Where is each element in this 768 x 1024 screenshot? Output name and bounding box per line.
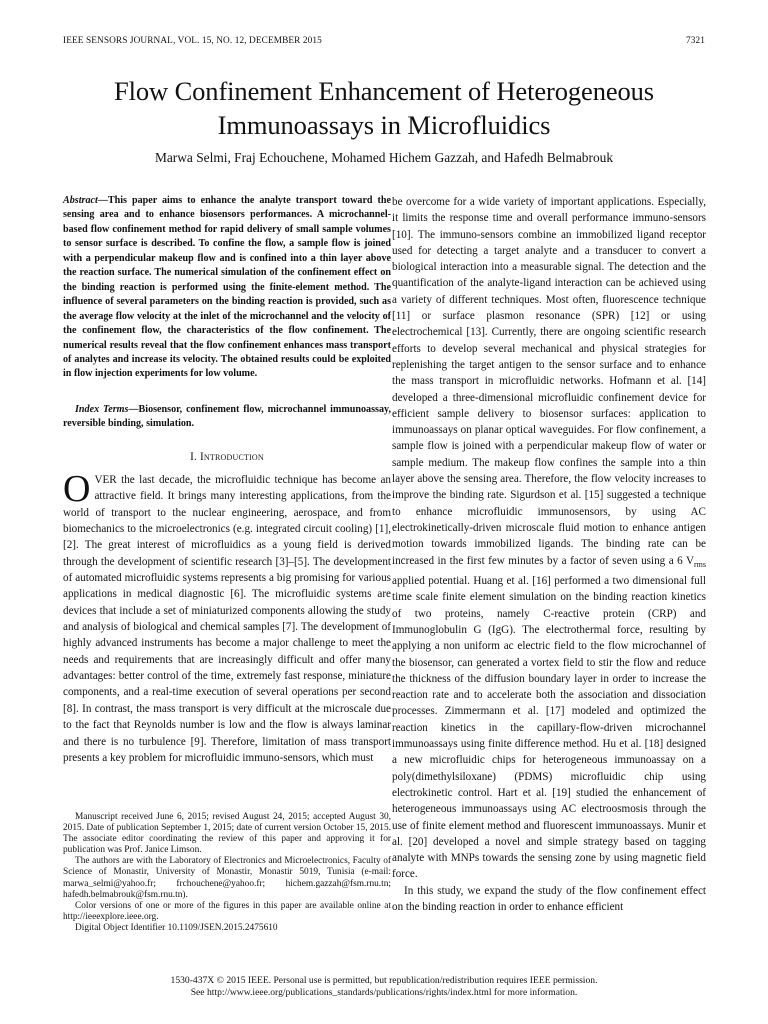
- page-number: 7321: [686, 36, 705, 46]
- intro-paragraph: the last decade, the microfluidic technique has become an attractive field. It brings many interesting applications, from the world of transport to the nuclear engineering, aerospace, and from biomechanics to the microelectronics (e.g. integrated circuit cooling) [1], [2]. The great interest of microfluidics as a young field is derived through the development of scientific research [3]–[5]. The development of automated microfluidic systems represents a big promising for various applications in medical diagnostic [6]. The microfluidic systems are devices that include a set of miniaturized components allowing the study and analysis of biological and chemical samples [7]. The development of highly advanced instruments has become a major challenge to meet the needs and requirements that are increasingly difficult and offer many advantages: better control of the time, extremely fast response, miniature components, and a real-time execution of several operations per second [8]. In contrast, the mass transport is very difficult at the microscale due to the fact that Reynolds number is low and the flow is always laminar and there is no turbulence [9]. Therefore, limitation of mass transport presents a key problem for microfluidic immuno-sensors, which must: [63, 474, 391, 764]
- abstract-lead: Abstract: [63, 195, 98, 206]
- journal-header: IEEE SENSORS JOURNAL, VOL. 15, NO. 12, DECEMBER 2015: [63, 36, 322, 46]
- author-list: Marwa Selmi, Fraj Echouchene, Mohamed Hichem Gazzah, and Hafedh Belmabrouk: [154, 150, 614, 165]
- abstract-text: —This paper aims to enhance the analyte transport toward the sensing area and to enhance biosensors performances. A microchannel-based flow confinement method for rapid delivery of small sample volumes to sensor surface is described. To confine the flow, a sample flow is joined with a perpendicular makeup flow and is confined into a thin layer above the reaction surface. The numerical simulation of the confinement effect on the binding reaction is performed using the finite-element method. The influence of several parameters on the binding reaction is provided, such as the average flow velocity at the inlet of the microchannel and the velocity of the confinement flow, the characteristics of the flow confinement. The numerical results reveal that the flow confinement enhances mass transport of analytes and increase its velocity. The obtained results could be exploited in flow injection experiments for low volume.: [63, 195, 391, 380]
- subscript-rms: rms: [694, 559, 706, 569]
- drop-cap: O: [63, 468, 91, 510]
- index-terms-lead: Index Terms: [75, 404, 129, 415]
- index-terms-text: —Biosensor, confinement flow, microchannel immunoassay, reversible binding, simulation.: [63, 404, 391, 430]
- section-heading: [63, 451, 391, 463]
- section-title: Introduction: [200, 451, 264, 463]
- right-column-text: [392, 194, 706, 915]
- copyright-line-2: See http://www.ieee.org/publications_standards/publications/rights/index.html for more information.: [190, 987, 578, 999]
- index-terms: [63, 403, 391, 432]
- footnote-block: [63, 812, 391, 934]
- right-paragraph-1b: applied potential. Huang et al. [16] performed a two dimensional full time scale finite element simulation on the binding reaction kinetics of two proteins, namely C-reactive protein (CRP) and Immunoglobulin G (IgG). The electrothermal force, resulting by applying a non uniform ac electric field to the flow microchannel of the biosensor, can generated a vortex field to stir the flow and reduce the thickness of the diffusion boundary layer in order to increase the reaction rate and to accelerate both the association and dissociation processes. Zimmermann et al. [17] modeled and optimized the reaction kinetics in the capillary-flow-driven microchannel immunoassays using finite difference method. Hu et al. [18] designed a new microfluidic chips for heterogeneous immunoassay on a poly(dimethylsiloxane) (PDMS) microfluidic chip using electrokinetic control. Hart et al. [19] studied the enhancement of heterogeneous immunoassays using AC electroosmosis through the use of finite element method and fluorescent immunoassays. Munir et al. [20] developed a novel and simple strategy based on tagging analyte with MNPs towards the sensing zone by using magnetic field force.: [392, 575, 706, 881]
- footnote-doi: Digital Object Identifier 10.1109/JSEN.2015.2475610: [75, 922, 278, 933]
- copyright-line-1: 1530-437X © 2015 IEEE. Personal use is permitted, but republication/redistribution requires IEEE permission.: [170, 975, 598, 986]
- right-paragraph-1a: be overcome for a wide variety of important applications. Especially, it limits the response time and overall performance immuno-sensors [10]. The immuno-sensors combine an immobilized ligand receptor used for detecting a target analyte and a transducer to convert a biological interaction into a measurable signal. The detection and the quantification of the analyte-ligand interaction can be achieved using a variety of different techniques. Most often, fluorescence technique [11] or surface plasmon resonance (SPR) [12] or using electrochemical [13]. Currently, there are ongoing scientific research efforts to develop several mechanical and physical strategies for replenishing the target antigen to the sensor surface and to enhance the mass transport in microfluidic networks. Hofmann et al. [14] developed a three-dimensional microfluidic confinement device for efficient sample delivery to biosensor surfaces: application to immunoassays on planar optical waveguides. For flow confinement, a sample flow is joined with a perpendicular makeup flow of water or sample medium. The makeup flow confines the sample into a thin layer above the sensing area. Therefore, the flow velocity increases to improve the binding rate. Sigurdson et al. [15] suggested a technique to enhance microfluidic immunosensors, by using AC electrokinetically-driven microscale fluid motion to enhance antigen motion towards immobilized ligands. The binding rate can be increased in the first few minutes by a factor of seven using a 6 V: [392, 196, 706, 567]
- right-paragraph-2: In this study, we expand the study of the flow confinement effect on the binding reaction in order to enhance efficient: [392, 884, 706, 913]
- right-paragraph-1: [392, 194, 706, 883]
- footnote-affiliation: The authors are with the Laboratory of Electronics and Microelectronics, Faculty of Science of Monastir, University of Monastir, Monastir 5019, Tunisia (e-mail: marwa_selmi@yahoo.fr; frchouchene@yahoo.fr; hichem.gazzah@fsm.rnu.tn; hafedh.belmabrouk@fsm.rnu.tn).: [63, 856, 391, 900]
- copyright-footer: [40, 975, 728, 999]
- paper-title: Flow Confinement Enhancement of Heterogeneous Immunoassays in Microfluidics: [113, 76, 655, 140]
- introduction-text: [63, 468, 391, 766]
- abstract: [63, 194, 391, 382]
- footnote-manuscript: Manuscript received June 6, 2015; revised August 24, 2015; accepted August 30, 2015. Date of publication September 1, 2015; date of current version October 15, 2015. The associate editor coordinating the review of this paper and approving it for publication was Prof. Janice Limson.: [63, 812, 391, 856]
- intro-smallcaps: VER: [94, 474, 117, 486]
- section-numeral: I.: [190, 451, 200, 463]
- footnote-color: Color versions of one or more of the figures in this paper are available online at http://ieeexplore.ieee.org.: [63, 900, 391, 922]
